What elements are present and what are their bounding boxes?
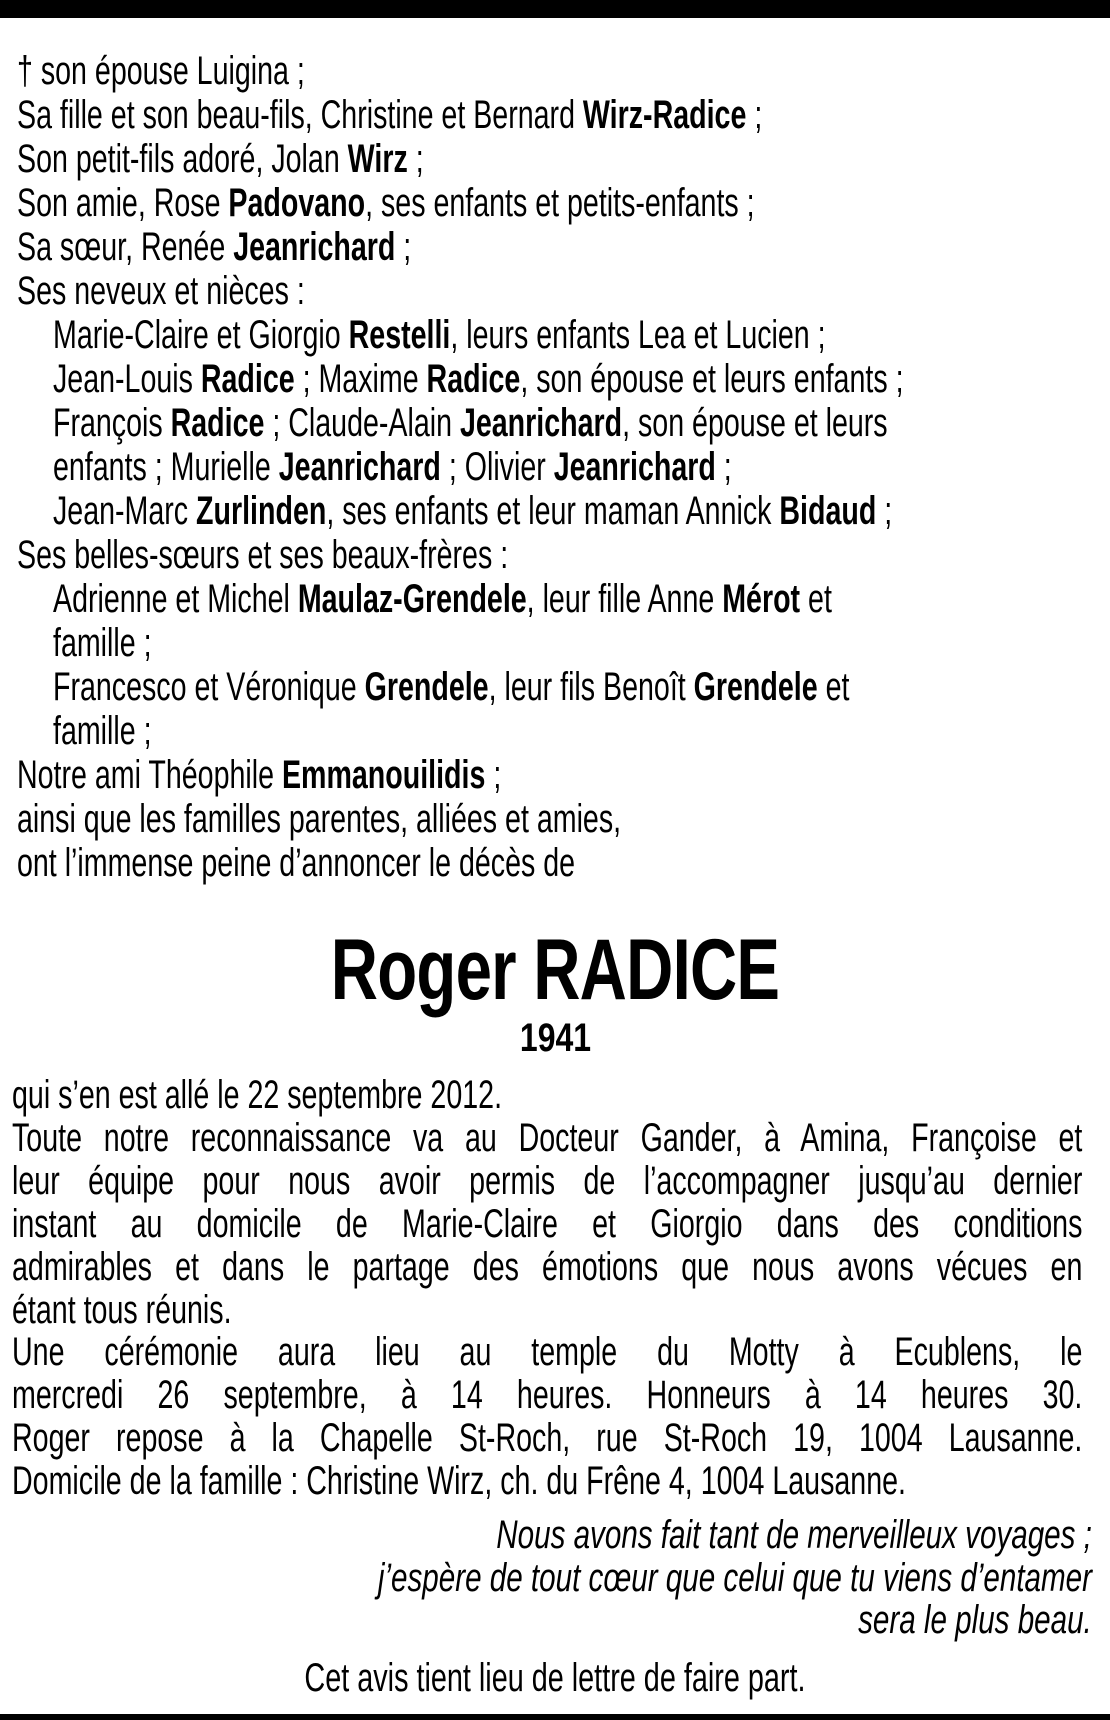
family-text: ;: [485, 753, 502, 797]
body-line: mercredi 26 septembre, à 14 heures. Honneurs à 14 heures 30.: [12, 1373, 1083, 1418]
family-text: Son amie, Rose: [17, 181, 229, 225]
body-line: étant tous réunis.: [12, 1287, 232, 1332]
family-text: , ses enfants et petits-enfants ;: [365, 181, 755, 225]
family-text: ont l’immense peine d’annoncer le décès de: [17, 841, 576, 885]
family-line: [17, 797, 621, 841]
family-surname: Restelli: [348, 313, 451, 357]
family-line: [17, 753, 501, 797]
family-line: [17, 269, 305, 313]
family-line: [53, 621, 152, 665]
family-text: ; Olivier: [440, 445, 554, 489]
family-text: Adrienne et Michel: [53, 577, 298, 621]
family-line: [53, 401, 888, 445]
family-surname: Wirz-Radice: [582, 93, 747, 137]
deceased-year-text: 1941: [519, 1016, 591, 1060]
family-text: † son épouse Luigina ;: [17, 49, 305, 93]
family-text: Jean-Louis: [53, 357, 201, 401]
family-line: [53, 577, 832, 621]
family-surname: Wirz: [347, 137, 408, 181]
family-text: ;: [395, 225, 412, 269]
family-text: ;: [407, 137, 424, 181]
body-line: Roger repose à la Chapelle St-Roch, rue St-Roch 19, 1004 Lausanne.: [12, 1416, 1083, 1461]
family-line: [17, 137, 424, 181]
body-line: Une cérémonie aura lieu au temple du Motty à Ecublens, le: [12, 1330, 1083, 1375]
notice: [0, 1656, 1110, 1700]
family-text: François: [53, 401, 171, 445]
family-surname: Maulaz-Grendele: [297, 577, 527, 621]
family-text: ;: [715, 445, 732, 489]
deceased-name: [0, 922, 1110, 1018]
family-surname: Bidaud: [779, 489, 877, 533]
family-text: Ses neveux et nièces :: [17, 269, 305, 313]
family-text: famille ;: [53, 709, 152, 753]
family-text: Sa sœur, Renée: [17, 225, 234, 269]
family-line: [53, 445, 732, 489]
body-line: Domicile de la famille : Christine Wirz, ch. du Frêne 4, 1004 Lausanne.: [12, 1459, 907, 1504]
family-text: et: [817, 665, 850, 709]
family-line: [53, 489, 892, 533]
family-surname: Jeanrichard: [459, 401, 623, 445]
family-text: enfants ; Murielle: [53, 445, 279, 489]
top-rule: [0, 0, 1110, 18]
body-line: Toute notre reconnaissance va au Docteur Gander, à Amina, Françoise et: [12, 1115, 1083, 1160]
body-line: leur équipe pour nous avoir permis de l’accompagner jusqu’au dernier: [12, 1158, 1083, 1203]
quote-line-1: [92, 1513, 1092, 1557]
family-line: [17, 181, 755, 225]
family-text: Jean-Marc: [53, 489, 197, 533]
family-text: ; Maxime: [294, 357, 427, 401]
family-surname: Jeanrichard: [233, 225, 396, 269]
family-line: [53, 709, 152, 753]
announcement-body: [12, 1074, 1082, 1503]
family-text: ; Claude-Alain: [264, 401, 460, 445]
family-line: [17, 49, 305, 93]
family-surname: Radice: [170, 401, 265, 445]
family-line: [53, 313, 826, 357]
family-surname: Jeanrichard: [553, 445, 716, 489]
family-line: [17, 841, 575, 885]
deceased-year: [0, 1016, 1110, 1060]
family-surname: Grendele: [693, 665, 818, 709]
family-text: ;: [876, 489, 893, 533]
family-text: Ses belles-sœurs et ses beaux-frères :: [17, 533, 509, 577]
family-surname: Emmanouilidis: [281, 753, 486, 797]
family-surname: Padovano: [228, 181, 366, 225]
family-text: Francesco et Véronique: [53, 665, 365, 709]
family-text: , ses enfants et leur maman Annick: [326, 489, 780, 533]
family-line: [17, 93, 762, 137]
family-line: [17, 533, 508, 577]
family-text: Son petit-fils adoré, Jolan: [17, 137, 348, 181]
family-text: , son épouse et leurs enfants ;: [520, 357, 904, 401]
quote-line-3: [92, 1598, 1092, 1642]
family-surname: Jeanrichard: [278, 445, 441, 489]
family-line: [53, 665, 849, 709]
family-surname: Mérot: [722, 577, 801, 621]
quote-line-2: [92, 1556, 1092, 1600]
family-line: [53, 357, 904, 401]
body-line: instant au domicile de Marie-Claire et Giorgio dans des conditions: [12, 1201, 1083, 1246]
quote-text: j’espère de tout cœur que celui que tu viens d’entamer: [377, 1556, 1092, 1600]
family-text: , leur fille Anne: [526, 577, 723, 621]
body-line: qui s’en est allé le 22 septembre 2012.: [12, 1073, 503, 1117]
quote-text: Nous avons fait tant de merveilleux voyages ;: [496, 1513, 1092, 1557]
family-text: , leurs enfants Lea et Lucien ;: [450, 313, 826, 357]
family-line: [17, 225, 411, 269]
family-text: ;: [746, 93, 763, 137]
body-line: admirables et dans le partage des émotions que nous avons vécues en: [12, 1244, 1083, 1289]
bottom-rule: [0, 1714, 1110, 1720]
family-text: , leur fils Benoît: [488, 665, 694, 709]
family-text: Notre ami Théophile: [17, 753, 282, 797]
family-text: , son épouse et leurs: [622, 401, 888, 445]
deceased-name-text: Roger RADICE: [330, 922, 780, 1018]
family-text: famille ;: [53, 621, 152, 665]
family-text: ainsi que les familles parentes, alliées et amies,: [17, 797, 622, 841]
family-surname: Grendele: [364, 665, 489, 709]
family-text: Marie-Claire et Giorgio: [53, 313, 349, 357]
family-text: Sa fille et son beau-fils, Christine et Bernard: [17, 93, 583, 137]
quote-text: sera le plus beau.: [858, 1598, 1092, 1642]
family-surname: Radice: [426, 357, 521, 401]
family-text: et: [800, 577, 832, 621]
family-surname: Radice: [200, 357, 295, 401]
family-surname: Zurlinden: [196, 489, 327, 533]
notice-text: Cet avis tient lieu de lettre de faire part.: [304, 1656, 806, 1700]
